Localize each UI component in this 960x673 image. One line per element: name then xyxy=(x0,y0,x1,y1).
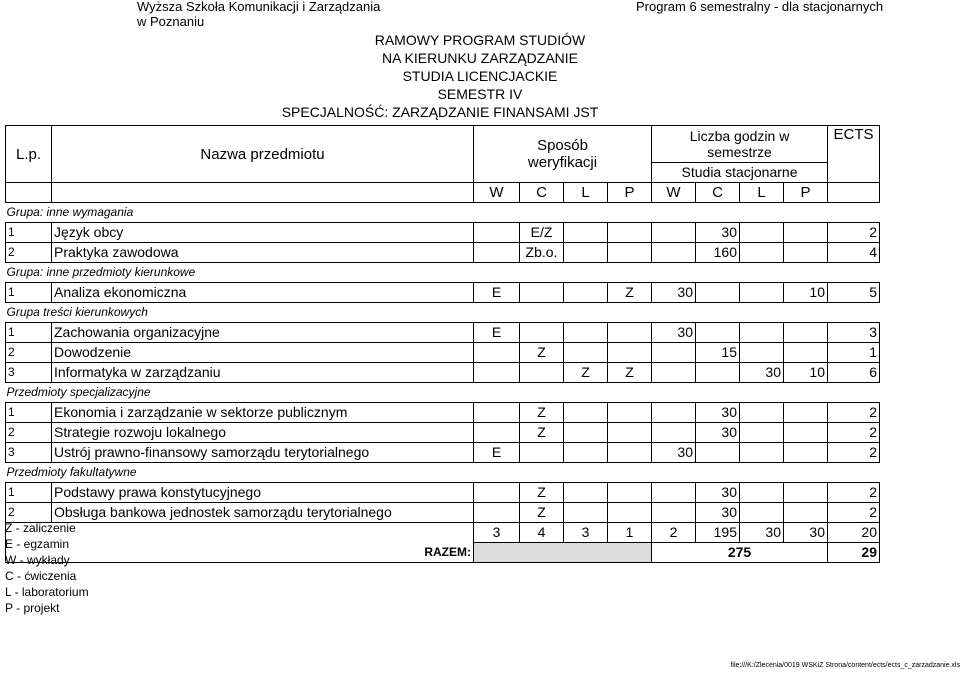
row-verification: Z xyxy=(608,363,652,383)
row-verification xyxy=(564,443,608,463)
row-ects: 1 xyxy=(828,343,880,363)
row-hours: 30 xyxy=(652,443,696,463)
row-hours xyxy=(652,363,696,383)
row-hours xyxy=(740,483,784,503)
method-header: Sposób weryfikacji xyxy=(474,126,652,183)
row-hours xyxy=(652,483,696,503)
row-verification xyxy=(474,403,520,423)
row-hours: 30 xyxy=(696,503,740,523)
row-verification xyxy=(608,343,652,363)
row-subject-name: Dowodzenie xyxy=(52,343,474,363)
row-verification xyxy=(520,443,564,463)
row-verification xyxy=(564,403,608,423)
row-ects: 2 xyxy=(828,483,880,503)
hours-header: Liczba godzin w semestrze xyxy=(652,126,828,163)
table-row xyxy=(6,283,880,303)
group-name: Grupa: inne wymagania xyxy=(6,205,134,219)
row-lp: 2 xyxy=(6,503,52,523)
row-hours: 30 xyxy=(652,283,696,303)
row-verification: Z xyxy=(608,283,652,303)
subheader-6: L xyxy=(740,183,784,203)
row-verification xyxy=(474,363,520,383)
row-verification xyxy=(474,503,520,523)
table-row xyxy=(6,223,880,243)
row-hours xyxy=(740,403,784,423)
program-table-body xyxy=(6,126,880,563)
row-verification xyxy=(474,243,520,263)
row-hours xyxy=(784,343,828,363)
total-count: 2 xyxy=(652,523,696,543)
table-row xyxy=(6,503,880,523)
title-line3: STUDIA LICENCJACKIE xyxy=(402,68,558,84)
file-path-footer: file:///K:/Zlecenia/0019 WSKiZ Strona/content/ects/ects_c_zarzadzanie.xls xyxy=(730,662,960,669)
row-hours: 30 xyxy=(696,223,740,243)
total-count: 30 xyxy=(784,523,828,543)
subheader-1: C xyxy=(520,183,564,203)
row-hours xyxy=(784,403,828,423)
row-hours xyxy=(740,283,784,303)
school-name-line2: w Poznaniu xyxy=(137,14,205,29)
title-line2: NA KIERUNKU ZARZĄDZANIE xyxy=(381,50,579,66)
study-mode-header: Studia stacjonarne xyxy=(652,163,828,183)
subheader-4: W xyxy=(652,183,696,203)
row-verification xyxy=(564,323,608,343)
row-verification xyxy=(474,483,520,503)
row-verification xyxy=(608,483,652,503)
ects-header: ECTS xyxy=(828,126,880,183)
row-ects: 3 xyxy=(828,323,880,343)
row-verification xyxy=(608,223,652,243)
group-row xyxy=(6,383,880,403)
subheader-5: C xyxy=(696,183,740,203)
row-verification xyxy=(608,403,652,423)
row-verification xyxy=(520,323,564,343)
total-count: 20 xyxy=(828,523,880,543)
row-hours: 10 xyxy=(784,283,828,303)
legend-item: W - wykłady xyxy=(5,553,70,567)
group-name: Grupa treści kierunkowych xyxy=(6,305,148,319)
row-verification: Z xyxy=(520,423,564,443)
row-verification xyxy=(564,503,608,523)
row-hours xyxy=(740,503,784,523)
razem-ects-total: 29 xyxy=(828,543,880,563)
total-count: 3 xyxy=(564,523,608,543)
row-lp: 1 xyxy=(6,283,52,303)
row-ects: 2 xyxy=(828,423,880,443)
row-verification xyxy=(474,343,520,363)
row-hours xyxy=(784,243,828,263)
row-subject-name: Język obcy xyxy=(52,223,474,243)
row-verification xyxy=(564,283,608,303)
row-verification: Z xyxy=(564,363,608,383)
row-hours xyxy=(652,343,696,363)
row-hours xyxy=(740,243,784,263)
row-hours xyxy=(652,223,696,243)
row-verification xyxy=(564,423,608,443)
row-hours: 30 xyxy=(696,403,740,423)
row-verification xyxy=(564,243,608,263)
row-verification xyxy=(564,483,608,503)
legend-item: C - ćwiczenia xyxy=(5,569,77,583)
row-hours xyxy=(652,503,696,523)
row-verification xyxy=(608,243,652,263)
row-verification: E/Z xyxy=(520,223,564,243)
total-count: 1 xyxy=(608,523,652,543)
row-hours xyxy=(784,223,828,243)
row-ects: 2 xyxy=(828,503,880,523)
row-verification: E xyxy=(474,323,520,343)
legend-item: L - laboratorium xyxy=(5,585,89,599)
row-verification: Z xyxy=(520,343,564,363)
group-row xyxy=(6,263,880,283)
row-hours: 15 xyxy=(696,343,740,363)
row-subject-name: Obsługa bankowa jednostek samorządu terytorialnego xyxy=(52,503,474,523)
row-hours xyxy=(696,283,740,303)
row-lp: 2 xyxy=(6,243,52,263)
table-row xyxy=(6,323,880,343)
total-count: 4 xyxy=(520,523,564,543)
totals-row xyxy=(6,523,880,543)
row-hours xyxy=(696,363,740,383)
row-hours xyxy=(696,443,740,463)
program-note: Program 6 semestralny - dla stacjonarnych xyxy=(636,0,884,14)
group-row xyxy=(6,463,880,483)
row-hours: 30 xyxy=(696,423,740,443)
row-verification xyxy=(564,223,608,243)
subheader-3: P xyxy=(608,183,652,203)
row-verification xyxy=(520,363,564,383)
subheader-empty-ects xyxy=(828,183,880,203)
group-row xyxy=(6,303,880,323)
row-hours xyxy=(652,423,696,443)
row-lp: 1 xyxy=(6,323,52,343)
row-verification xyxy=(608,503,652,523)
row-verification: Z xyxy=(520,403,564,423)
name-header: Nazwa przedmiotu xyxy=(52,126,474,183)
group-name: Przedmioty fakultatywne xyxy=(6,465,137,479)
table-row xyxy=(6,423,880,443)
subheader-empty-name xyxy=(52,183,474,203)
legend-item: P - projekt xyxy=(5,601,60,615)
row-hours: 30 xyxy=(652,323,696,343)
row-subject-name: Ekonomia i zarządzanie w sektorze publicznym xyxy=(52,403,474,423)
row-verification xyxy=(608,423,652,443)
row-hours xyxy=(740,443,784,463)
school-name-line1: Wyższa Szkoła Komunikacji i Zarządzania xyxy=(137,0,381,14)
row-subject-name: Informatyka w zarządzaniu xyxy=(52,363,474,383)
row-lp: 3 xyxy=(6,443,52,463)
subheader-0: W xyxy=(474,183,520,203)
row-verification: Z xyxy=(520,503,564,523)
row-subject-name: Zachowania organizacyjne xyxy=(52,323,474,343)
row-verification xyxy=(474,223,520,243)
row-hours xyxy=(740,223,784,243)
table-row xyxy=(6,243,880,263)
group-row xyxy=(6,203,880,223)
row-verification xyxy=(520,283,564,303)
row-subject-name: Analiza ekonomiczna xyxy=(52,283,474,303)
razem-shaded-cell xyxy=(474,543,652,563)
row-hours xyxy=(652,243,696,263)
row-verification: E xyxy=(474,283,520,303)
table-row xyxy=(6,343,880,363)
row-lp: 1 xyxy=(6,483,52,503)
row-ects: 6 xyxy=(828,363,880,383)
row-verification xyxy=(474,423,520,443)
table-row xyxy=(6,483,880,503)
row-verification xyxy=(608,323,652,343)
row-hours: 160 xyxy=(696,243,740,263)
razem-hours-total: 275 xyxy=(652,543,828,563)
row-verification: Z xyxy=(520,483,564,503)
row-hours: 30 xyxy=(696,483,740,503)
row-subject-name: Praktyka zawodowa xyxy=(52,243,474,263)
row-ects: 2 xyxy=(828,223,880,243)
row-hours: 30 xyxy=(740,363,784,383)
row-hours xyxy=(784,483,828,503)
row-ects: 2 xyxy=(828,443,880,463)
total-count: 3 xyxy=(474,523,520,543)
row-hours xyxy=(740,343,784,363)
row-ects: 2 xyxy=(828,403,880,423)
row-lp: 2 xyxy=(6,423,52,443)
row-subject-name: Podstawy prawa konstytucyjnego xyxy=(52,483,474,503)
razem-row xyxy=(6,543,880,563)
lp-header: L.p. xyxy=(6,126,52,183)
razem-label: RAZEM: xyxy=(6,543,474,563)
row-ects: 4 xyxy=(828,243,880,263)
row-verification xyxy=(608,443,652,463)
row-hours xyxy=(784,423,828,443)
row-lp: 3 xyxy=(6,363,52,383)
group-name: Grupa: inne przedmioty kierunkowe xyxy=(6,265,196,279)
row-hours xyxy=(696,323,740,343)
row-verification: Zb.o. xyxy=(520,243,564,263)
subheader-7: P xyxy=(784,183,828,203)
row-hours xyxy=(784,443,828,463)
legend xyxy=(5,520,89,616)
table-row xyxy=(6,363,880,383)
row-verification xyxy=(564,343,608,363)
total-count: 195 xyxy=(696,523,740,543)
row-hours xyxy=(740,423,784,443)
group-name: Przedmioty specjalizacyjne xyxy=(6,385,151,399)
subheader-2: L xyxy=(564,183,608,203)
program-table xyxy=(5,125,880,563)
table-subheader-row xyxy=(6,183,880,203)
row-hours xyxy=(784,323,828,343)
school-name xyxy=(137,0,380,29)
row-lp: 2 xyxy=(6,343,52,363)
row-verification: E xyxy=(474,443,520,463)
row-hours xyxy=(784,503,828,523)
legend-item: Z - zaliczenie xyxy=(5,521,76,535)
row-lp: 1 xyxy=(6,223,52,243)
row-hours xyxy=(652,403,696,423)
total-count: 30 xyxy=(740,523,784,543)
row-subject-name: Ustrój prawno-finansowy samorządu terytorialnego xyxy=(52,443,474,463)
table-row xyxy=(6,403,880,423)
row-subject-name: Strategie rozwoju lokalnego xyxy=(52,423,474,443)
row-lp: 1 xyxy=(6,403,52,423)
title-line1: RAMOWY PROGRAM STUDIÓW xyxy=(374,32,586,48)
title-line5: SPECJALNOŚĆ: ZARZĄDZANIE FINANSAMI JST xyxy=(281,104,599,120)
legend-item: E - egzamin xyxy=(5,537,70,551)
table-row xyxy=(6,443,880,463)
table-header-row-1 xyxy=(6,126,880,163)
title-line4: SEMESTR IV xyxy=(437,86,523,102)
row-hours xyxy=(740,323,784,343)
subheader-empty-lp xyxy=(6,183,52,203)
row-ects: 5 xyxy=(828,283,880,303)
row-hours: 10 xyxy=(784,363,828,383)
